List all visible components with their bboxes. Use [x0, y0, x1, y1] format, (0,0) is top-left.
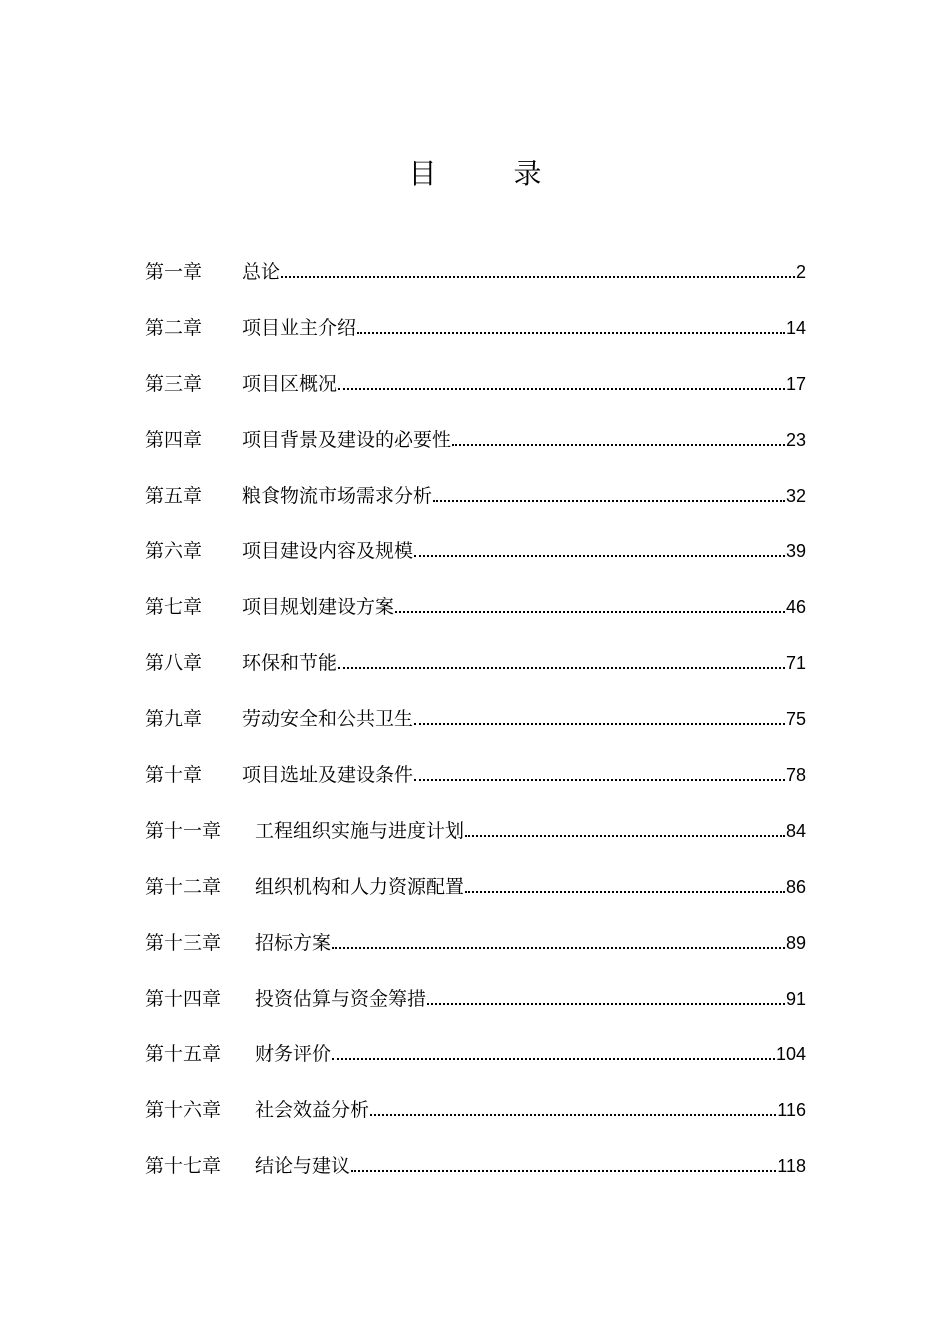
toc-page-number: 39: [785, 541, 806, 562]
toc-page-number: 116: [777, 1100, 806, 1121]
toc-chapter-number: 第十五章: [145, 1043, 222, 1066]
toc-chapter-title: 项目建设内容及规模: [242, 540, 414, 563]
toc-entry[interactable]: [145, 699, 806, 755]
toc-entry[interactable]: [145, 252, 806, 308]
toc-dot-leader: [427, 1002, 785, 1005]
toc-dot-leader: [465, 834, 785, 837]
toc-chapter-title: 项目规划建设方案: [242, 596, 395, 619]
toc-entry[interactable]: [145, 587, 806, 643]
toc-dot-leader: [465, 890, 785, 893]
toc-entry[interactable]: [145, 1034, 806, 1090]
toc-page-number: 89: [785, 932, 806, 953]
toc-entry[interactable]: [145, 531, 806, 587]
toc-chapter-title: 项目区概况: [242, 372, 338, 395]
toc-chapter-number: 第三章: [145, 372, 203, 395]
toc-entry[interactable]: [145, 1090, 806, 1146]
toc-chapter-number: 第一章: [145, 261, 203, 283]
toc-page-number: 32: [785, 485, 806, 506]
toc-chapter-number: 第十六章: [145, 1099, 222, 1122]
toc-chapter-number: 第十二章: [145, 875, 222, 898]
toc-entry[interactable]: [145, 755, 806, 811]
toc-dot-leader: [332, 1057, 775, 1060]
toc-chapter-title: 环保和节能: [242, 652, 338, 675]
toc-chapter-number: 第十三章: [145, 931, 222, 954]
toc-dot-leader: [433, 499, 785, 502]
toc-chapter-title: 粮食物流市场需求分析: [242, 484, 433, 507]
toc-page-number: 46: [785, 597, 806, 618]
toc-dot-leader: [370, 1113, 776, 1116]
toc-entry[interactable]: [145, 811, 806, 867]
toc-page-number: 71: [785, 653, 806, 674]
toc-chapter-number: 第十章: [145, 764, 203, 787]
toc-chapter-number: 第七章: [145, 596, 203, 619]
toc-entry[interactable]: [145, 308, 806, 364]
toc-chapter-title: 结论与建议: [255, 1155, 351, 1178]
toc-dot-leader: [395, 610, 785, 613]
toc-chapter-title: 工程组织实施与进度计划: [255, 819, 465, 842]
toc-chapter-title: 项目背景及建设的必要性: [242, 428, 452, 451]
toc-chapter-number: 第八章: [145, 652, 203, 675]
toc-chapter-number: 第五章: [145, 484, 203, 507]
toc-page-number: 91: [785, 988, 806, 1009]
toc-page-number: 86: [785, 876, 806, 897]
toc-chapter-number: 第十七章: [145, 1155, 222, 1178]
toc-dot-leader: [414, 554, 785, 557]
toc-entry[interactable]: [145, 979, 806, 1035]
toc-chapter-title: 总论: [242, 261, 281, 283]
toc-page-number: 75: [785, 709, 806, 730]
toc-chapter-title: 社会效益分析: [255, 1099, 370, 1122]
toc-entry[interactable]: [145, 476, 806, 532]
toc-dot-leader: [357, 331, 785, 334]
toc-page-number: 84: [785, 820, 806, 841]
toc-entry[interactable]: [145, 643, 806, 699]
toc-chapter-number: 第十一章: [145, 819, 222, 842]
toc-chapter-title: 组织机构和人力资源配置: [255, 875, 465, 898]
toc-dot-leader: [452, 443, 785, 446]
toc-page-number: 2: [795, 262, 806, 282]
toc-dot-leader: [338, 387, 785, 390]
toc-dot-leader: [338, 666, 785, 669]
toc-dot-leader: [414, 722, 785, 725]
toc-chapter-number: 第九章: [145, 708, 203, 731]
toc-dot-leader: [332, 946, 785, 949]
table-of-contents: [145, 252, 806, 1202]
toc-entry[interactable]: [145, 420, 806, 476]
toc-entry[interactable]: [145, 1146, 806, 1202]
toc-page-number: 104: [775, 1044, 806, 1065]
toc-page-number: 14: [785, 317, 806, 338]
toc-chapter-number: 第四章: [145, 428, 203, 451]
toc-page-number: 118: [777, 1156, 806, 1177]
toc-entry[interactable]: [145, 923, 806, 979]
toc-chapter-number: 第十四章: [145, 987, 222, 1010]
toc-chapter-title: 财务评价: [255, 1043, 332, 1066]
toc-dot-leader: [351, 1169, 776, 1172]
toc-chapter-title: 项目业主介绍: [242, 316, 357, 339]
toc-chapter-number: 第六章: [145, 540, 203, 563]
toc-dot-leader: [281, 275, 795, 278]
toc-entry[interactable]: [145, 364, 806, 420]
toc-chapter-title: 项目选址及建设条件: [242, 764, 414, 787]
toc-chapter-title: 投资估算与资金筹措: [255, 987, 427, 1010]
toc-chapter-title: 招标方案: [255, 931, 332, 954]
toc-page-number: 23: [785, 429, 806, 450]
toc-chapter-title: 劳动安全和公共卫生: [242, 708, 414, 731]
toc-entry[interactable]: [145, 867, 806, 923]
toc-chapter-number: 第二章: [145, 316, 203, 339]
toc-page-number: 17: [785, 373, 806, 394]
page-title: 目 录: [408, 157, 576, 190]
toc-dot-leader: [414, 778, 785, 781]
toc-page-number: 78: [785, 765, 806, 786]
